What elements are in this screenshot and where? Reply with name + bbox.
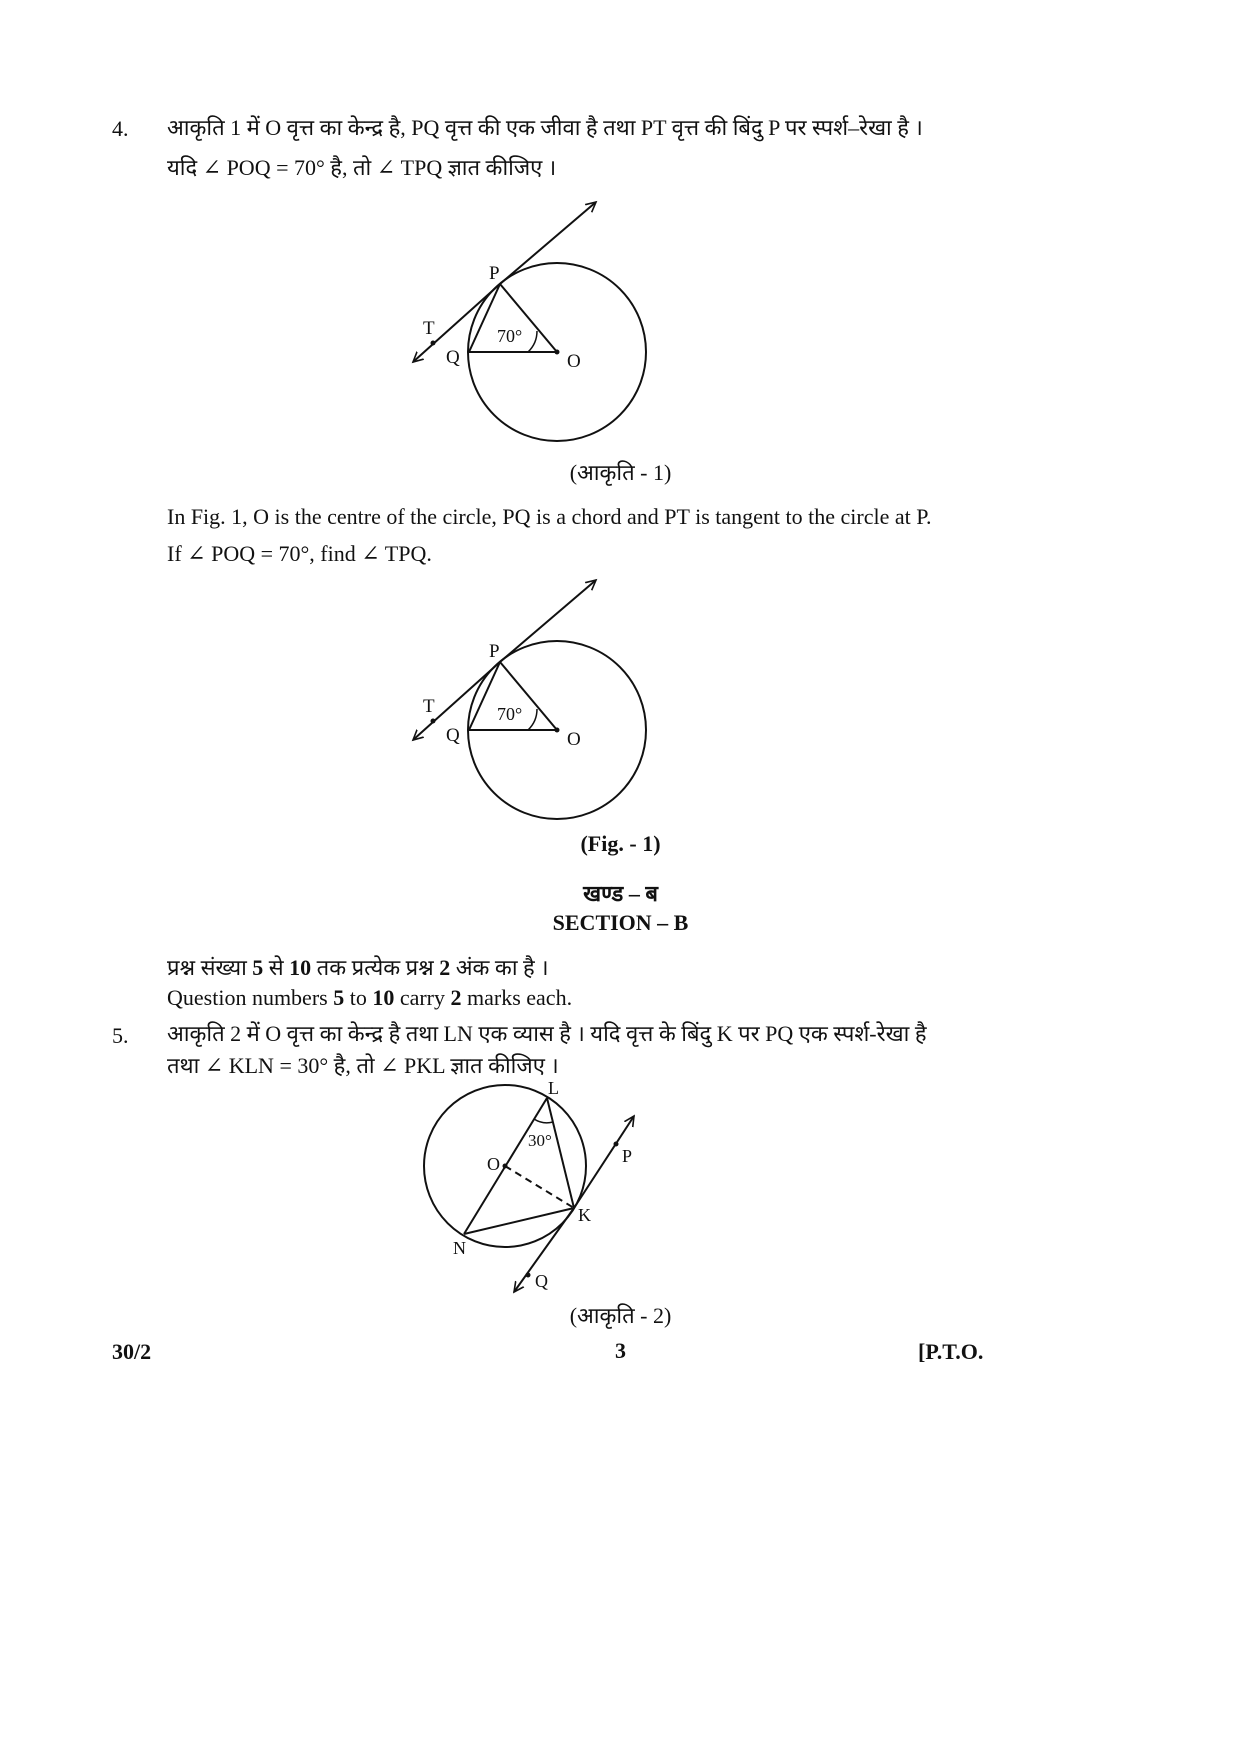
instructions-hindi: प्रश्न संख्या 5 से 10 तक प्रत्येक प्रश्न 2 अंक का है ।	[167, 955, 549, 980]
tangent-line	[500, 580, 596, 662]
question-number-4: 4.	[112, 116, 129, 141]
q5-hindi-line-2: तथा ∠ KLN = 30° है, तो ∠ PKL ज्ञात कीजिए ।	[167, 1053, 559, 1078]
point-t	[431, 341, 436, 346]
label-o: O	[487, 1154, 500, 1174]
figure-1-english	[0, 570, 1241, 825]
centre-point	[555, 350, 560, 355]
figure-2	[0, 1080, 1241, 1300]
angle-label: 30°	[528, 1131, 552, 1150]
q4-english-line-2: If ∠ POQ = 70°, find ∠ TPQ.	[167, 541, 432, 566]
figure-1-hindi	[0, 195, 1241, 425]
label-k: K	[578, 1205, 591, 1225]
angle-arc	[528, 709, 537, 730]
centre-point	[555, 728, 560, 733]
tangent-line	[500, 202, 596, 284]
label-p: P	[622, 1146, 633, 1166]
angle-arc	[534, 1119, 553, 1123]
label-q: Q	[446, 725, 460, 746]
label-p: P	[489, 641, 500, 662]
paper-code: 30/2	[112, 1339, 152, 1364]
chord-pq	[469, 662, 500, 730]
question-number-5: 5.	[112, 1023, 129, 1048]
figure-2-caption: (आकृति - 2)	[569, 1303, 672, 1328]
q4-english-line-1: In Fig. 1, O is the centre of the circle, PQ is a chord and PT is tangent to the circle at P.	[167, 504, 932, 529]
point-q	[526, 1273, 531, 1278]
centre-point	[503, 1164, 508, 1169]
figure-1-hindi-caption: (आकृति - 1)	[569, 460, 672, 485]
section-title-english: SECTION – B	[552, 910, 689, 935]
label-q: Q	[535, 1271, 548, 1291]
page-number: 3	[615, 1338, 626, 1363]
label-t: T	[423, 696, 435, 717]
instructions-english: Question numbers 5 to 10 carry 2 marks each.	[167, 985, 573, 1010]
angle-arc	[528, 331, 537, 352]
q5-hindi-line-1: आकृति 2 में O वृत्त का केन्द्र है तथा LN एक व्यास है । यदि वृत्त के बिंदु K पर PQ एक स्पर्श-रेखा है	[167, 1021, 927, 1046]
label-l: L	[548, 1078, 559, 1098]
point-t	[431, 719, 436, 724]
section-title-hindi: खण्ड – ब	[583, 881, 658, 906]
chord-lk	[547, 1098, 574, 1208]
label-n: N	[453, 1238, 466, 1258]
point-p	[614, 1142, 619, 1147]
label-p: P	[489, 263, 500, 284]
chord-pq	[469, 284, 500, 352]
figure-1-english-caption: (Fig. - 1)	[580, 831, 661, 856]
label-o: O	[567, 351, 581, 372]
q4-hindi-line-2: यदि ∠ POQ = 70° है, तो ∠ TPQ ज्ञात कीजिए ।	[167, 155, 557, 180]
label-t: T	[423, 318, 435, 339]
angle-label: 70°	[497, 704, 523, 724]
q4-hindi-line-1: आकृति 1 में O वृत्त का केन्द्र है, PQ वृत्त की एक जीवा है तथा PT वृत्त की बिंदु P पर स्पर्श–रेखा है ।	[167, 115, 923, 140]
radius-ok-dashed	[505, 1166, 574, 1208]
angle-label: 70°	[497, 326, 523, 346]
label-q: Q	[446, 347, 460, 368]
pto-marker: [P.T.O.	[918, 1339, 984, 1364]
label-o: O	[567, 729, 581, 750]
